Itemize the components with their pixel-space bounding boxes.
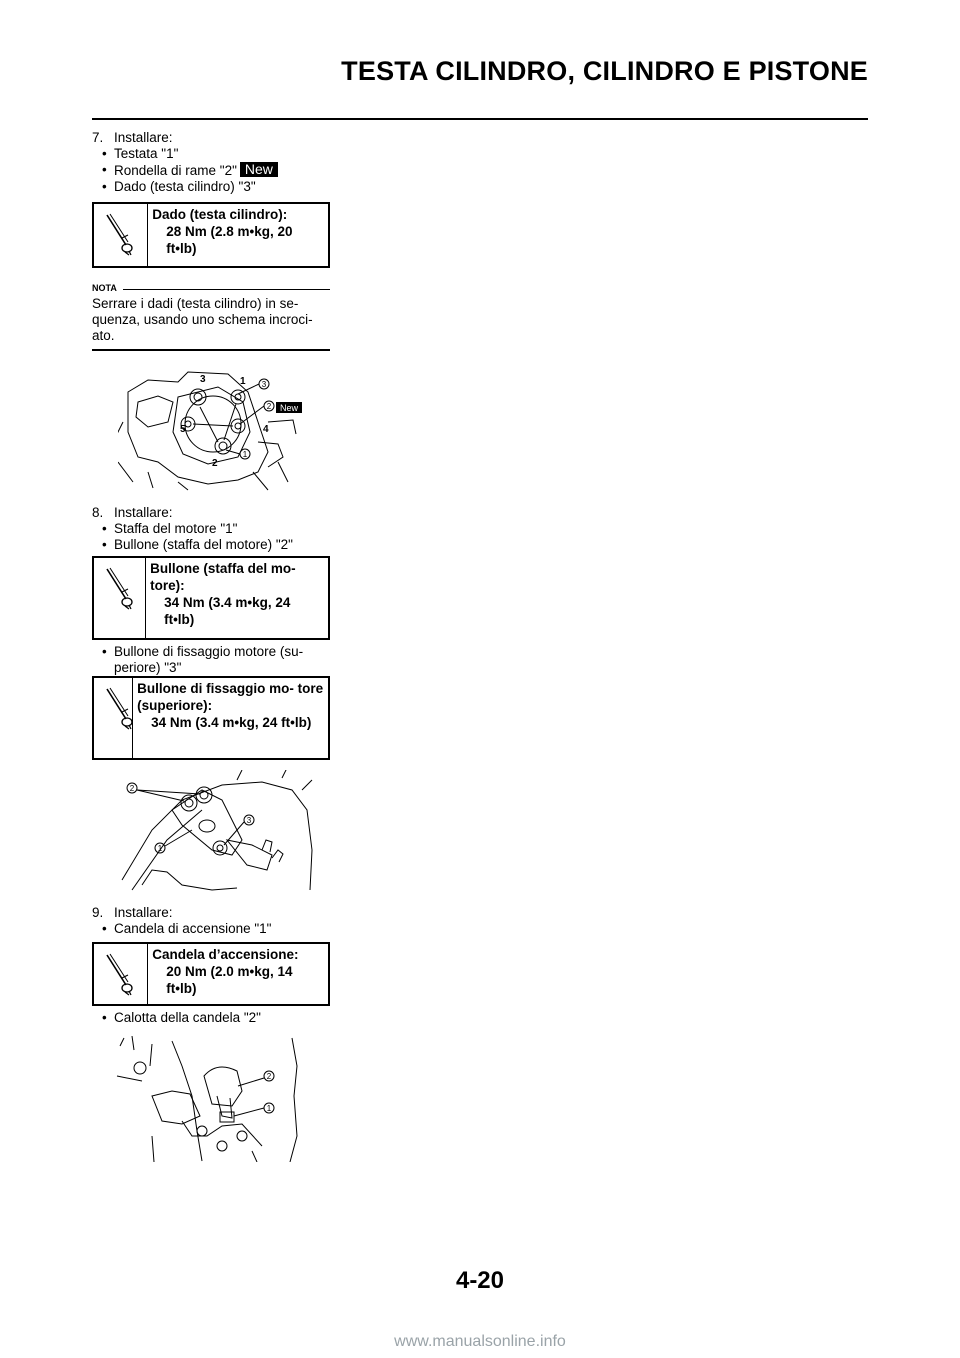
step-number: 8.	[92, 505, 104, 520]
footer-watermark: www.manualsonline.info	[394, 1333, 566, 1350]
nota-rule	[123, 289, 330, 290]
step-9-heading	[92, 905, 332, 921]
page-number: 4-20	[455, 1267, 505, 1294]
torque-spec-box	[92, 556, 330, 640]
spec-text	[146, 558, 328, 638]
step-9-extra	[92, 1010, 332, 1026]
step-9	[92, 905, 332, 937]
figure-label: 2	[212, 458, 218, 469]
step-9-list	[92, 921, 332, 937]
callout-number: 1	[157, 844, 163, 853]
callout-number: 3	[261, 380, 267, 389]
callout-number: 1	[266, 1104, 272, 1113]
torque-wrench-icon	[104, 566, 134, 612]
list-item: • Testata "1"	[102, 146, 332, 162]
step-7-heading	[92, 130, 332, 146]
list-item: • Bullone di fissaggio motore (su- periore) "3"	[102, 644, 332, 676]
torque-wrench-icon-cell	[94, 558, 146, 638]
list-item: • Calotta della candela "2"	[102, 1010, 332, 1026]
figure-label: 4	[263, 424, 269, 435]
title-rule	[92, 118, 868, 120]
callout-number: 1	[242, 450, 248, 459]
spec-value: 20 Nm (2.0 m•kg, 14 ft•lb)	[166, 964, 293, 996]
callout-number: 3	[246, 816, 252, 825]
nota-header	[92, 280, 330, 296]
list-item: • Dado (testa cilindro) "3"	[102, 179, 332, 195]
nota-label: NOTA	[92, 283, 117, 293]
torque-wrench-icon	[104, 952, 134, 998]
engine-bracket-figure	[112, 770, 322, 896]
torque-wrench-icon-cell	[94, 944, 148, 1004]
step-8-extra	[92, 644, 332, 676]
spec-name: Bullone (staffa del mo- tore):	[150, 561, 296, 593]
torque-wrench-icon	[104, 686, 134, 732]
page-title: TESTA CILINDRO, CILINDRO E PISTONE	[341, 56, 868, 86]
step-number: 9.	[92, 905, 104, 920]
cylinder-head-figure	[118, 362, 318, 492]
spec-name: Candela d’accensione:	[152, 947, 299, 962]
step-7-list	[92, 146, 332, 195]
list-item	[102, 162, 332, 179]
spec-value: 34 Nm (3.4 m•kg, 24 ft•lb)	[164, 595, 291, 627]
spark-plug-figure	[112, 1036, 312, 1162]
list-item: • Bullone (staffa del motore) "2"	[102, 537, 332, 553]
step-8-list	[92, 521, 332, 553]
list-item-text: Rondella di rame "2"	[114, 163, 237, 178]
torque-wrench-icon	[104, 212, 134, 258]
list-item: • Staffa del motore "1"	[102, 521, 332, 537]
spec-text	[148, 204, 328, 266]
callout-number: 2	[266, 1072, 272, 1081]
figure-label: 3	[200, 374, 206, 385]
torque-spec-box	[92, 676, 330, 760]
spec-value: 28 Nm (2.8 m•kg, 20 ft•lb)	[166, 224, 293, 256]
step-label: Installare:	[114, 505, 173, 520]
torque-spec-box	[92, 942, 330, 1006]
torque-spec-box	[92, 202, 330, 268]
list-item: • Candela di accensione "1"	[102, 921, 332, 937]
nota-box	[92, 280, 330, 351]
step-label: Installare:	[114, 130, 173, 145]
spec-name: Bullone di fissaggio mo- tore (superiore):	[137, 681, 324, 713]
step-9-list-2	[92, 1010, 332, 1026]
figure-label: 1	[240, 376, 246, 387]
figure-label: 5	[180, 424, 186, 435]
new-badge: New	[279, 403, 299, 413]
spec-value: 34 Nm (3.4 m•kg, 24 ft•lb)	[151, 715, 312, 730]
step-8-list-2	[92, 644, 332, 676]
spec-text	[148, 944, 328, 1004]
torque-wrench-icon-cell	[94, 204, 148, 266]
step-8-heading	[92, 505, 332, 521]
callout-number: 2	[129, 784, 135, 793]
step-label: Installare:	[114, 905, 173, 920]
torque-wrench-icon-cell	[94, 678, 133, 758]
spec-name: Dado (testa cilindro):	[152, 207, 288, 222]
step-8	[92, 505, 332, 553]
nota-end-rule	[92, 349, 330, 351]
callout-number: 2	[266, 402, 272, 411]
step-7	[92, 130, 332, 195]
nota-text: Serrare i dadi (testa cilindro) in se- quenza, usando uno schema incroci- ato.	[92, 296, 313, 343]
new-badge: New	[240, 162, 278, 177]
spec-text	[133, 678, 328, 758]
step-number: 7.	[92, 130, 104, 145]
